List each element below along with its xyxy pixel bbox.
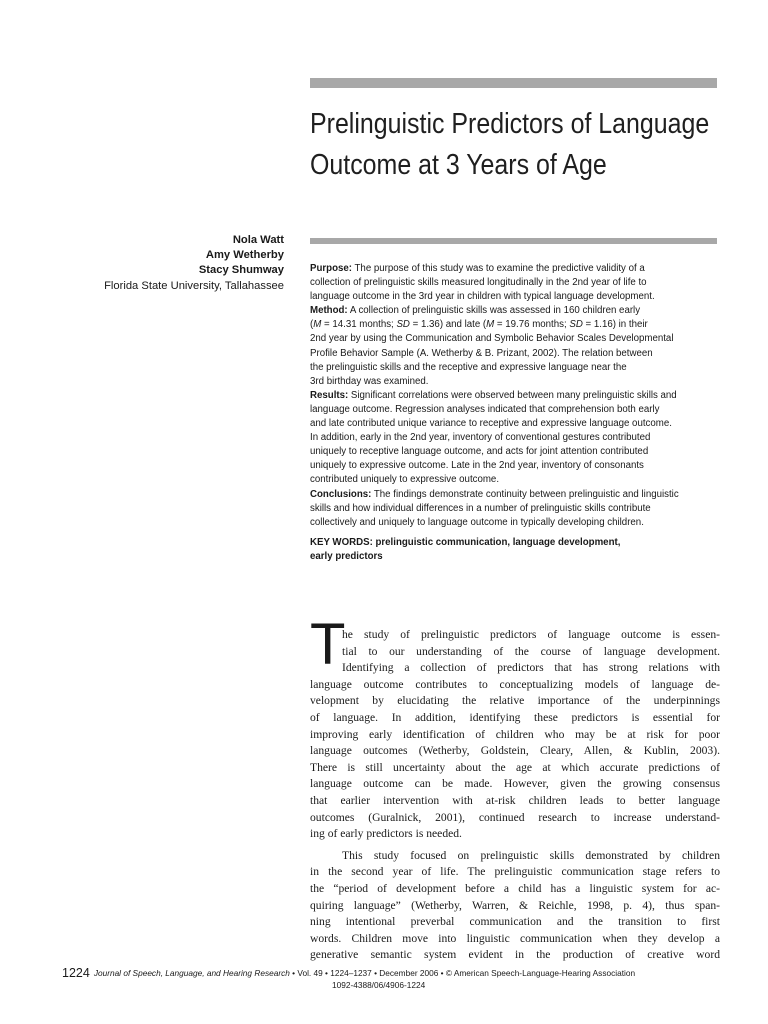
title-line-1: Prelinguistic Predictors of Language — [310, 108, 710, 140]
abstract-text: A collection of prelinguistic skills was assessed in 160 children early — [347, 305, 641, 317]
abstract-line: the prelinguistic skills and the receptive and expressive language near the — [310, 361, 627, 373]
abstract-method-line — [310, 304, 730, 318]
abstract-line: language outcome. Regression analyses indicated that comprehension both early — [310, 403, 660, 415]
purpose-label: Purpose: — [310, 263, 352, 274]
abstract-line: contributed uniquely to expressive outcome. — [310, 474, 500, 486]
abstract-text: The purpose of this study was to examine the predictive validity of a — [352, 263, 645, 274]
body-line: language outcome can be made. However, given the growing consensus — [310, 777, 720, 791]
abstract-line: 2nd year by using the Communication and Symbolic Behavior Scales Developmental — [310, 333, 674, 345]
abstract-line: skills and how individual differences in a number of prelinguistic skills contribute — [310, 502, 651, 514]
stat-symbol: SD — [569, 319, 583, 331]
body-line: that earlier intervention with at-risk children leads to better language — [310, 793, 720, 807]
abstract-text: The findings demonstrate continuity between prelinguistic and linguistic — [371, 488, 679, 500]
body-line: ing of early predictors is needed. — [310, 827, 462, 841]
body-line: words. Children move into linguistic communication when they develop a — [310, 931, 720, 945]
body-line: quiring language” (Wetherby, Warren, & Reichle, 1998, p. 4), thus span- — [310, 898, 720, 912]
stat-symbol: M — [313, 319, 322, 331]
method-label: Method: — [310, 305, 348, 317]
abstract-line: uniquely to receptive language outcome, and acts for joint attention contributed — [310, 446, 649, 458]
abstract-line: language outcome in the 3rd year in children with typical language development. — [310, 291, 655, 303]
keywords-line: KEY WORDS: prelinguistic communication, language development, — [310, 536, 621, 548]
drop-cap: T — [310, 612, 346, 677]
body-line: This study focused on prelinguistic skills demonstrated by children — [342, 848, 720, 862]
author-name: Stacy Shumway — [198, 264, 284, 277]
body-line: tial to our understanding of the course of language development. — [342, 644, 720, 658]
abstract-top-rule — [310, 238, 717, 244]
abstract-purpose-line — [310, 262, 730, 276]
abstract-line: Profile Behavior Sample (A. Wetherby & B. Prizant, 2002). The relation between — [310, 347, 653, 359]
journal-name: Journal of Speech, Language, and Hearing Research — [93, 968, 290, 978]
author-name: Amy Wetherby — [205, 249, 284, 262]
body-line: outcomes (Guralnick, 2001), continued research to increase understand- — [310, 810, 720, 824]
body-line: ning intentional preverbal communication and the transition to first — [310, 915, 720, 929]
body-text — [310, 627, 720, 964]
abstract-conclusions-line — [310, 488, 730, 502]
conclusions-label: Conclusions: — [310, 488, 372, 500]
author-name: Nola Watt — [232, 234, 284, 246]
abstract-text: Significant correlations were observed between many prelinguistic skills and — [348, 389, 677, 401]
body-line: There is still uncertainty about the age at which accurate predictions of — [310, 760, 720, 774]
stat-symbol: M — [486, 319, 495, 331]
body-line: in the second year of life. The prelinguistic communication stage refers to — [310, 865, 720, 879]
page-footer — [62, 967, 742, 991]
abstract-line: (M = 14.31 months; SD = 1.36) and late (M = 19.76 months; SD = 1.16) in their — [310, 319, 648, 331]
keywords — [310, 536, 730, 564]
abstract-line: uniquely to expressive outcome. Late in the 2nd year, inventory of consonants — [310, 460, 644, 472]
body-line: of language. In addition, identifying these predictors is essential for — [310, 710, 720, 724]
body-line: Identifying a collection of predictors that has strong relations with — [342, 661, 720, 675]
body-line: language outcomes (Wetherby, Goldstein, Cleary, Allen, & Kublin, 2003). — [310, 744, 720, 758]
abstract-line: 3rd birthday was examined. — [310, 375, 429, 387]
issn: 1092-4388/06/4906-1224 — [332, 980, 426, 990]
citation-info: • Vol. 49 • 1224–1237 • December 2006 • © American Speech-Language-Hearing Association — [289, 968, 636, 978]
body-line: improving early identification of children who may be at risk for poor — [310, 727, 720, 741]
keywords-line: early predictors — [310, 550, 383, 562]
author-affiliation: Florida State University, Tallahassee — [104, 279, 284, 292]
stat-symbol: SD — [396, 319, 410, 331]
body-line: the “period of development before a child has a linguistic system for ac- — [310, 881, 720, 895]
body-line: velopment by elucidating the relative importance of the underpinnings — [310, 694, 720, 708]
abstract-line: and late contributed unique variance to receptive and expressive language outcome. — [310, 418, 672, 430]
abstract-line: collectively and uniquely to language outcome in typically developing children. — [310, 516, 644, 528]
abstract-line: In addition, early in the 2nd year, inventory of conventional gestures contributed — [310, 432, 651, 444]
body-line: he study of prelinguistic predictors of language outcome is essen- — [342, 628, 720, 641]
title-line-2: Outcome at 3 Years of Age — [310, 149, 607, 181]
body-line: generative semantic system evident in the production of creative word — [310, 948, 720, 962]
results-label: Results: — [310, 389, 349, 401]
body-line: language outcome contributes to conceptualizing models of language de- — [310, 677, 720, 691]
title-top-rule — [310, 78, 717, 88]
abstract-results-line — [310, 389, 730, 403]
article-title — [310, 104, 710, 186]
abstract — [310, 262, 730, 564]
author-block — [104, 233, 284, 294]
page-number: 1224 — [62, 966, 90, 980]
abstract-line: collection of prelinguistic skills measured longitudinally in the 2nd year of life to — [310, 277, 647, 289]
